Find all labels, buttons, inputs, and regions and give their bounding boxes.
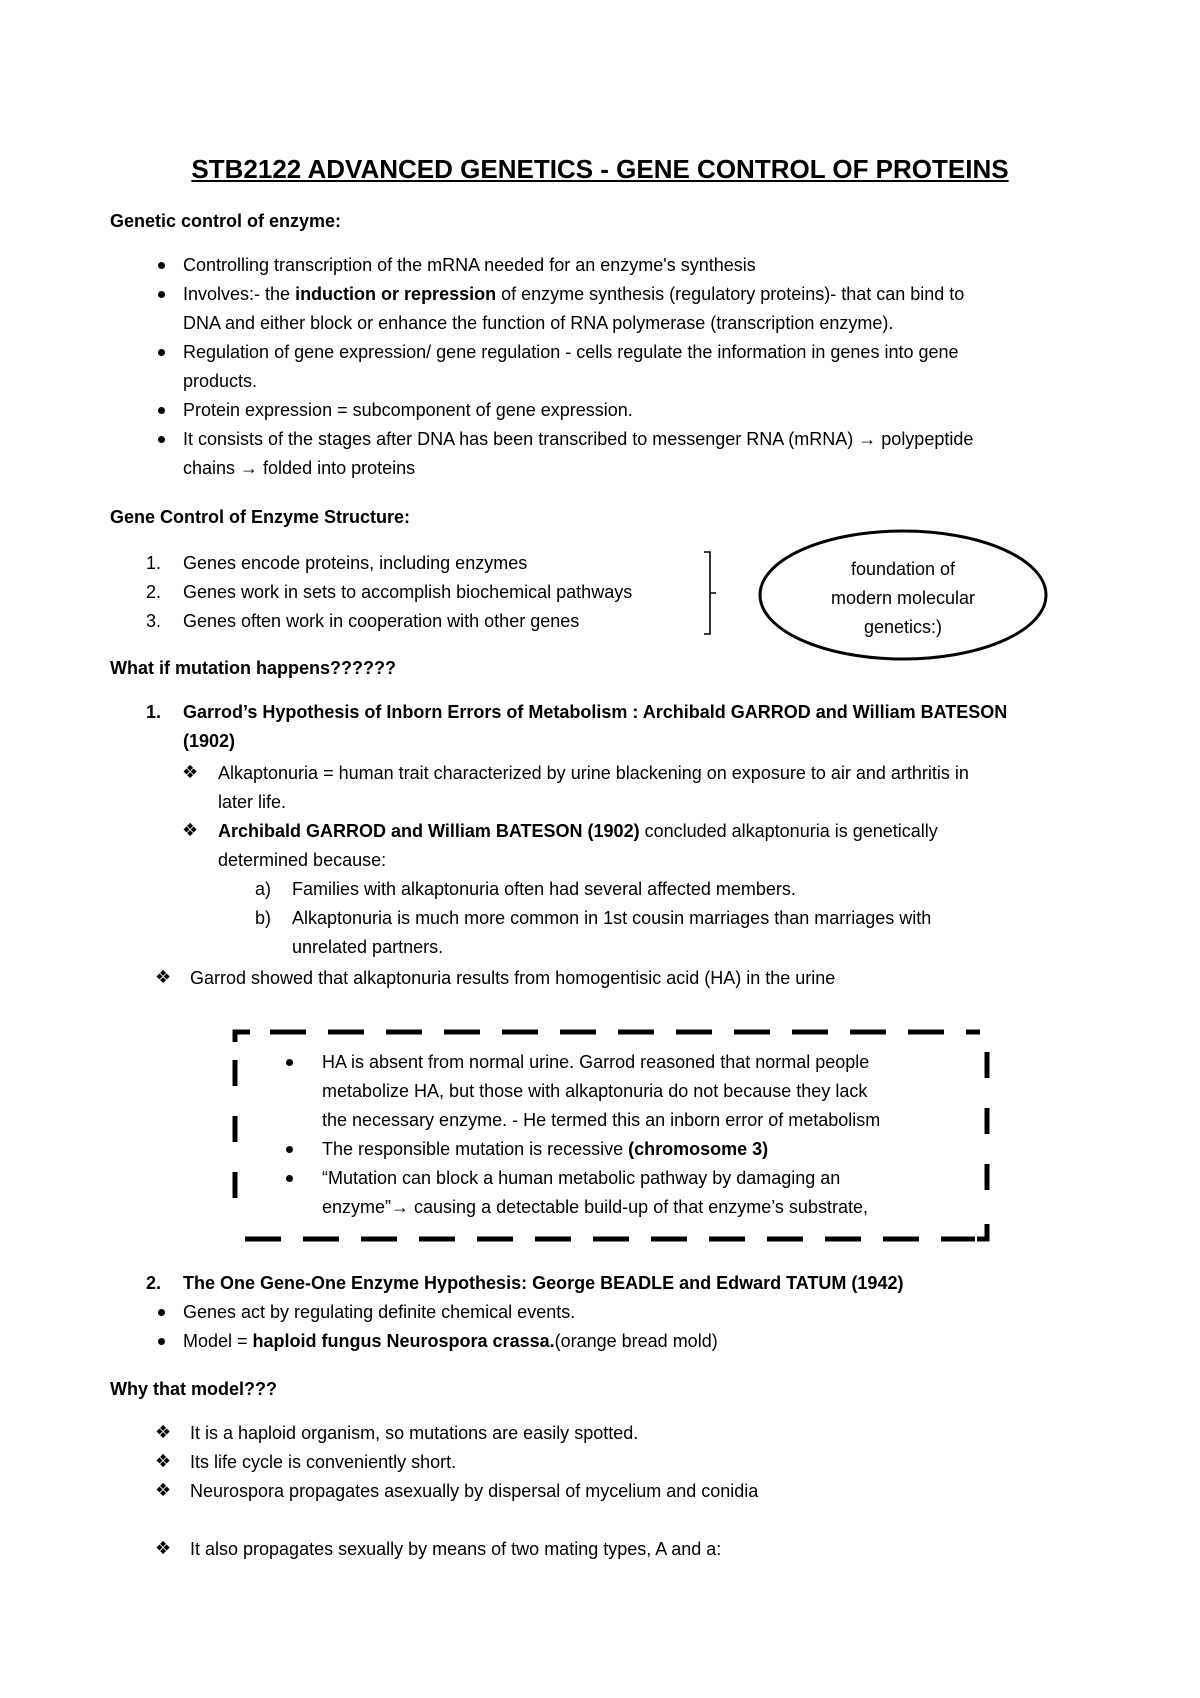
oval-text-line: foundation of [850,559,956,579]
box-text: “Mutation can block a human metabolic pathway by damaging an [322,1168,841,1188]
list-item: Genes often work in cooperation with other genes [183,611,580,631]
list-number: 2. [146,1273,162,1293]
garrod-title-continued: (1902) [183,731,236,751]
box-text: HA is absent from normal urine. Garrod reasoned that normal people [322,1052,870,1072]
garrod-title: Garrod’s Hypothesis of Inborn Errors of Metabolism : Archibald GARROD and William BATESON [183,702,1008,722]
diamond-text: Archibald GARROD and William BATESON (1902) concluded alkaptonuria is genetically [218,821,938,841]
section-heading-why-model: Why that model??? [110,1379,277,1399]
sub-list-label: b) [255,908,272,928]
bullet-text: Protein expression = subcomponent of gene expression. [183,400,633,420]
bullet-dot [158,1309,165,1316]
section-heading-mutation: What if mutation happens?????? [110,658,396,678]
list-number: 1. [146,553,162,573]
oval-text-line: modern molecular [830,588,976,608]
bullet-text: Genes act by regulating definite chemical events. [183,1302,576,1322]
bullet-text: Regulation of gene expression/ gene regulation - cells regulate the information in genes into gene [183,342,959,362]
list-item: Genes encode proteins, including enzymes [183,553,528,573]
bullet-text: It consists of the stages after DNA has been transcribed to messenger RNA (mRNA) → polypeptide [183,429,974,449]
beadle-tatum-title: The One Gene-One Enzyme Hypothesis: George BEADLE and Edward TATUM (1942) [183,1273,904,1293]
box-text: The responsible mutation is recessive (chromosome 3) [322,1139,769,1159]
bullet-dot [286,1175,293,1182]
bullet-text-continued: DNA and either block or enhance the function of RNA polymerase (transcription enzyme). [183,313,894,333]
diamond-text: It also propagates sexually by means of two mating types, A and a: [190,1539,722,1559]
box-text-continued: metabolize HA, but those with alkaptonuria do not because they lack [322,1081,868,1101]
right-brace [704,552,716,634]
box-text-continued: enzyme”→ causing a detectable build-up of that enzyme’s substrate, [322,1197,868,1217]
list-item: Genes work in sets to accomplish biochemical pathways [183,582,633,602]
bullet-text: Involves:- the induction or repression of enzyme synthesis (regulatory proteins)- that can bind to [183,284,965,304]
sub-list-label: a) [255,879,272,899]
diamond-text-continued: determined because: [218,850,387,870]
section-heading-genetic-control: Genetic control of enzyme: [110,211,342,231]
oval-text-line: genetics:) [863,617,943,637]
sub-list-item: Alkaptonuria is much more common in 1st cousin marriages than marriages with [292,908,932,928]
bullet-text-continued: chains → folded into proteins [183,458,416,478]
diamond-bullet-icon: ❖ [155,1451,172,1472]
diamond-text: Alkaptonuria = human trait characterized by urine blackening on exposure to air and arthritis in [218,763,969,783]
list-number: 1. [146,702,162,722]
list-number: 3. [146,611,162,631]
sub-list-item: Families with alkaptonuria often had several affected members. [292,879,796,899]
diamond-bullet-icon: ❖ [182,762,199,783]
section-heading-enzyme-structure: Gene Control of Enzyme Structure: [110,507,411,527]
bullet-dot [286,1146,293,1153]
box-text-continued: the necessary enzyme. - He termed this an inborn error of metabolism [322,1110,881,1130]
diamond-bullet-icon: ❖ [155,967,172,988]
diamond-bullet-icon: ❖ [155,1538,172,1559]
list-number: 2. [146,582,162,602]
diamond-bullet-icon: ❖ [155,1480,172,1501]
page-title: STB2122 ADVANCED GENETICS - GENE CONTROL OF PROTEINS [191,154,1009,184]
diamond-text: Neurospora propagates asexually by dispersal of mycelium and conidia [190,1481,759,1501]
diamond-text: Garrod showed that alkaptonuria results from homogentisic acid (HA) in the urine [190,968,836,988]
diamond-bullet-icon: ❖ [155,1422,172,1443]
diamond-bullet-icon: ❖ [182,820,199,841]
diamond-text-continued: later life. [218,792,287,812]
sub-list-item-continued: unrelated partners. [292,937,444,957]
bullet-text: Controlling transcription of the mRNA needed for an enzyme's synthesis [183,255,756,275]
bullet-text: Model = haploid fungus Neurospora crassa.(orange bread mold) [183,1331,718,1351]
bullet-dot [286,1059,293,1066]
bullet-text-continued: products. [183,371,258,391]
diamond-text: Its life cycle is conveniently short. [190,1452,457,1472]
bullet-dot [158,1338,165,1345]
diamond-text: It is a haploid organism, so mutations are easily spotted. [190,1423,639,1443]
